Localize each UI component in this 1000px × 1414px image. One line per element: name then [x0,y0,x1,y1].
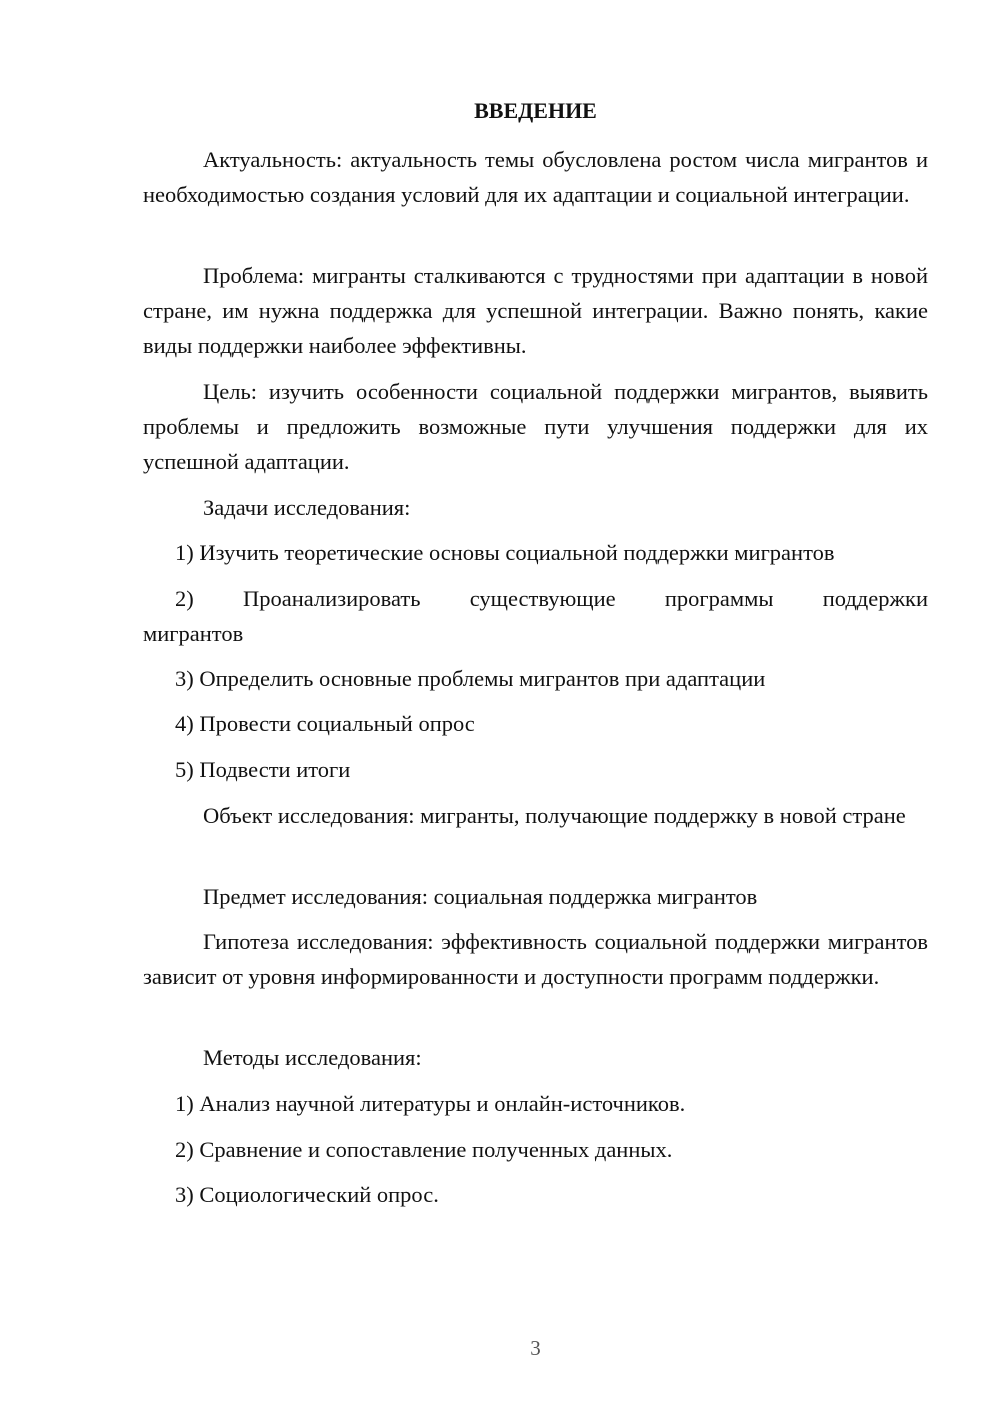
task-item-2 [143,581,928,651]
task-item-5: 5) Подвести итоги [175,757,351,782]
object-paragraph: Объект исследования: мигранты, получающие поддержку в новой стране [203,803,906,828]
hypothesis-paragraph: Гипотеза исследования: эффективность социальной поддержки мигрантов зависит от уровня информированности и доступности программ поддержки. [143,929,928,989]
relevance-paragraph: Актуальность: актуальность темы обусловлена ростом числа мигрантов и необходимостью создания условий для их адаптации и социальной интеграции. [143,147,928,207]
goal-paragraph: Цель: изучить особенности социальной поддержки мигрантов, выявить проблемы и предложить возможные пути улучшения поддержки для их успешной адаптации. [143,379,928,474]
methods-title: Методы исследования: [203,1045,422,1070]
method-item-1: 1) Анализ научной литературы и онлайн-источников. [175,1091,686,1116]
page-number: 3 [530,1336,541,1360]
problem-paragraph: Проблема: мигранты сталкиваются с трудностями при адаптации в новой стране, им нужна поддержка для успешной интеграции. Важно понять, какие виды поддержки наиболее эффективны. [143,263,928,358]
subject-paragraph: Предмет исследования: социальная поддержка мигрантов [203,884,758,909]
task-item-3: 3) Определить основные проблемы мигрантов при адаптации [175,666,766,691]
method-item-3: 3) Социологический опрос. [175,1182,439,1207]
section-heading: ВВЕДЕНИЕ [474,98,597,123]
document-page [143,0,928,1414]
task-item-4: 4) Провести социальный опрос [175,711,475,736]
task-item-1: 1) Изучить теоретические основы социальной поддержки мигрантов [175,540,835,565]
method-item-2: 2) Сравнение и сопоставление полученных данных. [175,1137,673,1162]
tasks-title: Задачи исследования: [203,495,411,520]
task-item-2-text: 2) Проанализировать существующие программы поддержки мигрантов [143,586,928,646]
